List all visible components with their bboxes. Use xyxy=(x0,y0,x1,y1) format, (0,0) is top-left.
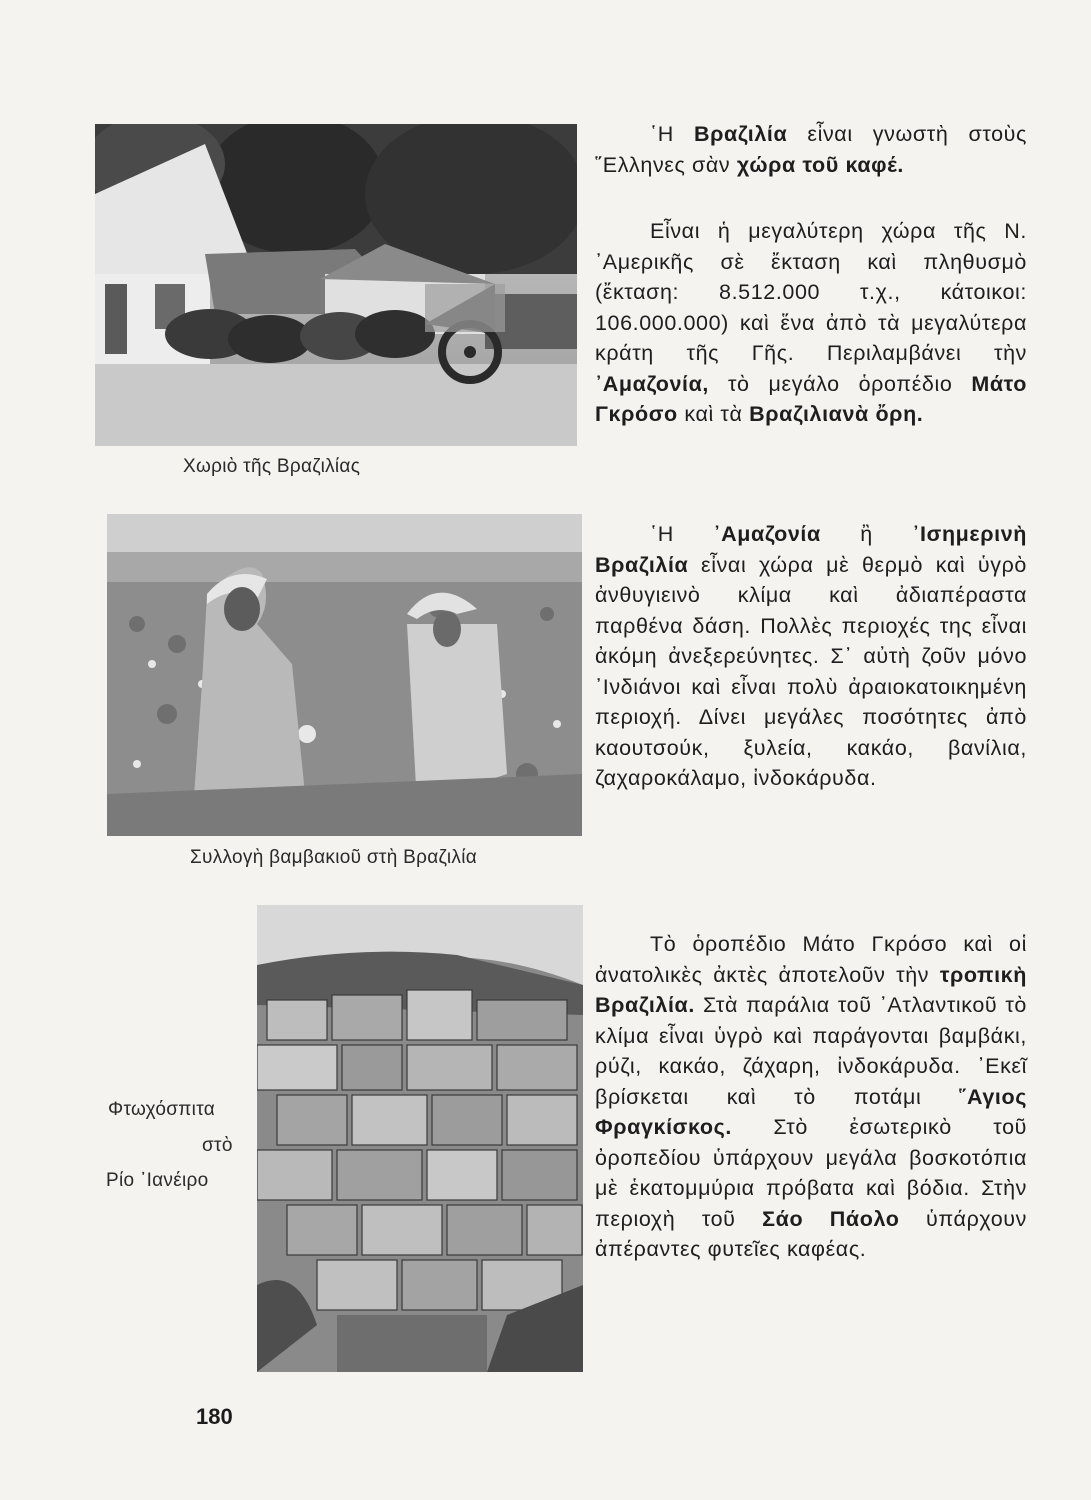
bold-term: ᾽Αμαζονία, xyxy=(595,371,710,396)
bold-term: τροπικὴ Βραζιλία. xyxy=(595,962,1027,1017)
cotton-photo xyxy=(107,514,582,836)
favela-caption-line-1: Φτωχόσπιτα xyxy=(108,1099,216,1120)
cotton-caption: Συλλογὴ βαμβακιοῦ στὴ Βραζιλία xyxy=(190,847,477,868)
bold-term: Βραζιλιανὰ ὄρη. xyxy=(749,402,924,426)
text-run: ἢ xyxy=(820,522,913,546)
text-run: Στὰ παράλια τοῦ ᾽Ατλαντικοῦ τὸ κλίμα εἶναι ὑγρὸ καὶ παράγονται βαμβάκι, ρύζι, κακάο, ζάχαρη, ἰνδοκάρυδα. ᾽Εκεῖ βρίσκεται καὶ τὸ ποτάμι xyxy=(595,993,1027,1109)
text-run: εἶναι χώρα μὲ θερμὸ καὶ ὑγρὸ ἀνθυγιεινὸ κλίμα καὶ ἀδιαπέραστα παρθένα δάση. Πολλὲς περιοχές της εἶναι ἀκόμη ἀνεξερεύνητες. Σ᾽ αὐτὴ ζοῦν μόνο ᾽Ινδιάνοι καὶ εἶναι πολὺ ἀραιοκατοικημένη περιοχή. Δίνει μεγάλες ποσότητες ἀπὸ καουτσούκ, ξυλεία, κακάο, βανίλια, ζαχαροκάλαμο, ἰνδοκάρυδα. xyxy=(595,552,1027,790)
bold-term: ᾽Αμαζονία xyxy=(713,522,821,546)
bold-term: Σάο Πάολο xyxy=(762,1206,900,1231)
text-run: τὸ μεγάλο ὁροπέδιο xyxy=(709,371,972,396)
favela-caption-line-2: στὸ xyxy=(202,1135,233,1156)
text-run: ὑπάρχουν ἀπέραντες φυτεῖες καφέας. xyxy=(595,1206,1027,1261)
text-run: ῾Η xyxy=(650,522,714,546)
text-run: ῾Η xyxy=(650,122,694,146)
bold-term: Βραζιλία xyxy=(693,122,788,146)
text-run: εἶναι γνωστὴ στοὺς ῞Ελληνες σὰν xyxy=(595,122,1027,177)
village-caption: Χωριὸ τῆς Βραζιλίας xyxy=(183,456,361,477)
text-paragraph-3 xyxy=(595,519,1027,794)
text-run: καὶ τὰ xyxy=(677,402,750,426)
page-number: 180 xyxy=(196,1404,233,1429)
text-paragraph-4 xyxy=(595,929,1027,1265)
bold-term: χώρα τοῦ καφέ. xyxy=(736,152,905,177)
favela-photo xyxy=(257,905,583,1372)
text-paragraph-1 xyxy=(595,119,1027,180)
favela-caption-line-3: Ρίο ᾽Ιανέιρο xyxy=(106,1170,209,1191)
text-run: Στὸ ἐσωτερικὸ τοῦ ὀροπεδίου ὑπάρχουν μεγάλα βοσκοτόπια μὲ ἑκατομμύρια πρόβατα καὶ βόδια. Στὴν περιοχὴ τοῦ xyxy=(595,1115,1027,1231)
text-run: Εἶναι ἡ μεγαλύτερη χώρα τῆς Ν. ᾽Αμερικῆς σὲ ἔκταση καὶ πληθυσμὸ (ἔκταση: 8.512.000 τ.χ., κάτοικοι: 106.000.000) καὶ ἕνα ἀπὸ τὰ μεγαλύτερα κράτη τῆς Γῆς. Περιλαμβάνει τὴν xyxy=(595,219,1027,365)
text-paragraph-2 xyxy=(595,216,1027,430)
village-photo xyxy=(95,124,577,446)
bold-term: ῞Αγιος Φραγκίσκος. xyxy=(595,1084,1027,1139)
bold-term: Μάτο Γκρόσο xyxy=(595,371,1027,426)
text-run: Τὸ ὁροπέδιο Μάτο Γκρόσο καὶ οἱ ἀνατολικὲς ἀκτὲς ἀποτελοῦν τὴν xyxy=(595,932,1027,987)
bold-term: ᾽Ισημερινὴ Βραζιλία xyxy=(595,522,1027,577)
